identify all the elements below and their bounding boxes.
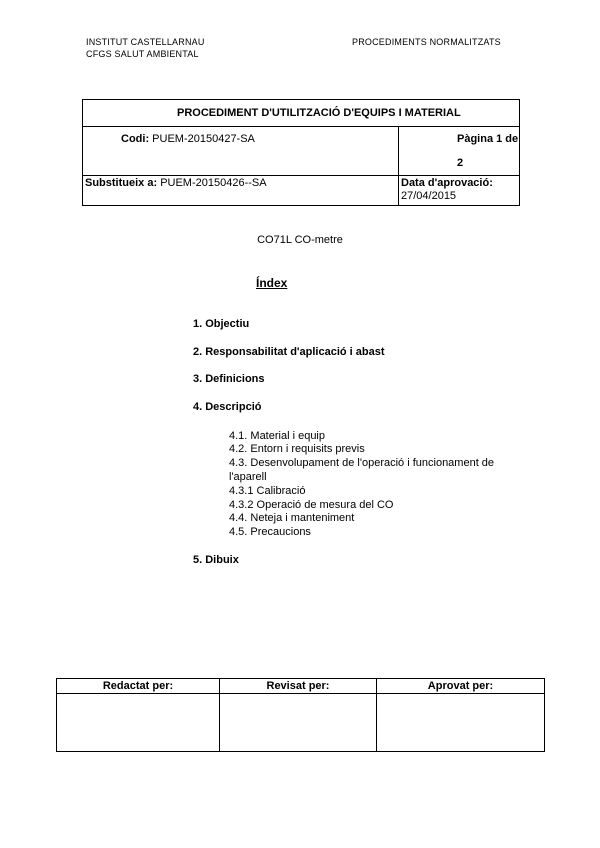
index-subsection: 4.5. Precaucions	[229, 526, 311, 538]
reviewed-by-signature	[220, 694, 377, 752]
procedure-info-table	[82, 99, 520, 206]
written-by-signature	[57, 694, 220, 752]
approved-by-signature	[377, 694, 545, 752]
institution-name: INSTITUT CASTELLARNAU	[86, 37, 205, 47]
header-category: PROCEDIMENTS NORMALITZATS	[352, 37, 501, 47]
procedure-title: PROCEDIMENT D'UTILITZACIÓ D'EQUIPS I MATERIAL	[83, 100, 520, 127]
approval-date: 27/04/2015	[401, 190, 457, 202]
signature-table	[56, 678, 545, 752]
code-label: Codi:	[121, 133, 150, 145]
index-subsection: 4.4. Neteja i manteniment	[229, 512, 355, 524]
index-section: 3. Definicions	[193, 373, 265, 385]
replaces-cell	[83, 176, 399, 206]
code-cell	[83, 127, 399, 176]
index-subsection: 4.1. Material i equip	[229, 430, 325, 442]
document-subject: CO71L CO-metre	[257, 234, 343, 246]
cycle-name: CFGS SALUT AMBIENTAL	[86, 49, 199, 59]
index-section: 1. Objectiu	[193, 318, 250, 330]
page-indicator: Pàgina 1 de 2	[399, 127, 520, 176]
index-section: 4. Descripció	[193, 401, 262, 413]
replaces-label: Substitueix a:	[85, 177, 158, 189]
written-by-label: Redactat per:	[57, 679, 220, 694]
index-section: 5. Dibuix	[193, 554, 239, 566]
replaces-value: PUEM-20150426--SA	[160, 177, 267, 189]
index-subsection: 4.3.2 Operació de mesura del CO	[229, 499, 394, 511]
index-subsection: 4.3.1 Calibració	[229, 485, 306, 497]
approval-cell	[399, 176, 520, 206]
reviewed-by-label: Revisat per:	[220, 679, 377, 694]
index-section: 2. Responsabilitat d'aplicació i abast	[193, 346, 385, 358]
approved-by-label: Aprovat per:	[377, 679, 545, 694]
header-left	[86, 36, 205, 60]
index-subsection: 4.2. Entorn i requisits previs	[229, 443, 365, 455]
index-title: Índex	[256, 276, 288, 290]
approval-label: Data d'aprovació:	[401, 177, 493, 189]
index-subsection: 4.3. Desenvolupament de l'operació i funcionament de l'aparell	[229, 457, 495, 483]
code-value: PUEM-20150427-SA	[152, 133, 255, 145]
